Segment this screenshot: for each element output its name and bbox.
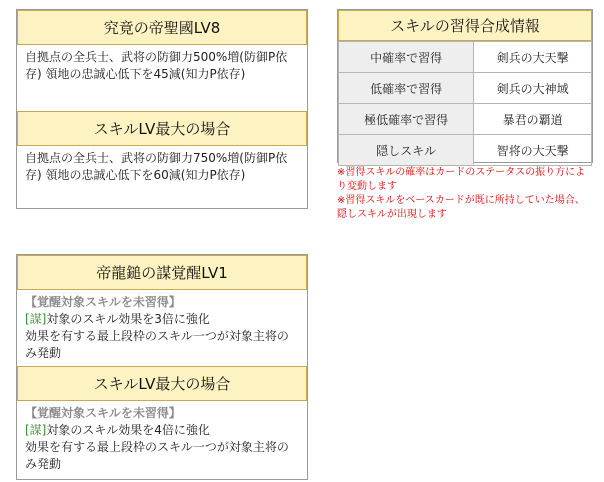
row-label: 低確率で習得 <box>339 73 474 104</box>
skill-panel-left-top <box>16 9 308 209</box>
strategy-tag: [謀] <box>25 423 47 437</box>
acquire-table <box>338 41 592 166</box>
awaken-max-description <box>17 401 307 477</box>
table-row <box>339 73 592 104</box>
awaken-description <box>17 290 307 366</box>
skill-panel-left-bottom <box>16 254 308 480</box>
table-row <box>339 135 592 166</box>
acquire-note-1: ※習得スキルの確率はカードのステータスの振り方により変動します <box>337 167 586 192</box>
skill-acquire-panel <box>337 9 593 163</box>
awaken-effect-line <box>25 311 299 328</box>
table-row <box>339 42 592 73</box>
acquire-note-2: ※習得スキルをベースカードが既に所持していた場合、隠しスキルが出現します <box>337 195 585 220</box>
row-label: 隠しスキル <box>339 135 474 166</box>
awaken-title: 帝龍鎚の謀覚醒LV1 <box>17 255 307 290</box>
awaken-max-target: 効果を有する最上段枠のスキル一つが対象主将のみ発動 <box>25 440 289 471</box>
row-value: 剣兵の大神域 <box>474 73 592 104</box>
skill-title: 究竟の帝聖國LV8 <box>17 10 307 45</box>
awaken-effect: 対象のスキル効果を3倍に強化 <box>46 312 210 326</box>
acquire-title: スキルの習得合成情報 <box>338 10 592 41</box>
awaken-max-title: スキルLV最大の場合 <box>17 366 307 401</box>
strategy-tag: [謀] <box>25 312 47 326</box>
row-label: 中確率で習得 <box>339 42 474 73</box>
skill-max-description: 自拠点の全兵士、武将の防御力750%増(防御P依存) 領地の忠誠心低下を60減(知力P依存) <box>25 151 288 182</box>
awaken-max-effect-line <box>25 422 299 439</box>
skill-description: 自拠点の全兵士、武将の防御力500%増(防御P依存) 領地の忠誠心低下を45減(知力P依存) <box>25 50 288 81</box>
row-label: 極低確率で習得 <box>339 104 474 135</box>
row-value: 智将の大天撃 <box>474 135 592 166</box>
awaken-condition: 【覚醒対象スキルを未習得】 <box>25 295 181 309</box>
row-value: 暴君の覇道 <box>474 104 592 135</box>
row-value: 剣兵の大天撃 <box>474 42 592 73</box>
awaken-max-effect: 対象のスキル効果を4倍に強化 <box>46 423 210 437</box>
skill-max-title: スキルLV最大の場合 <box>17 111 307 146</box>
awaken-target: 効果を有する最上段枠のスキル一つが対象主将のみ発動 <box>25 329 289 360</box>
awaken-max-condition: 【覚醒対象スキルを未習得】 <box>25 406 181 420</box>
table-row <box>339 104 592 135</box>
